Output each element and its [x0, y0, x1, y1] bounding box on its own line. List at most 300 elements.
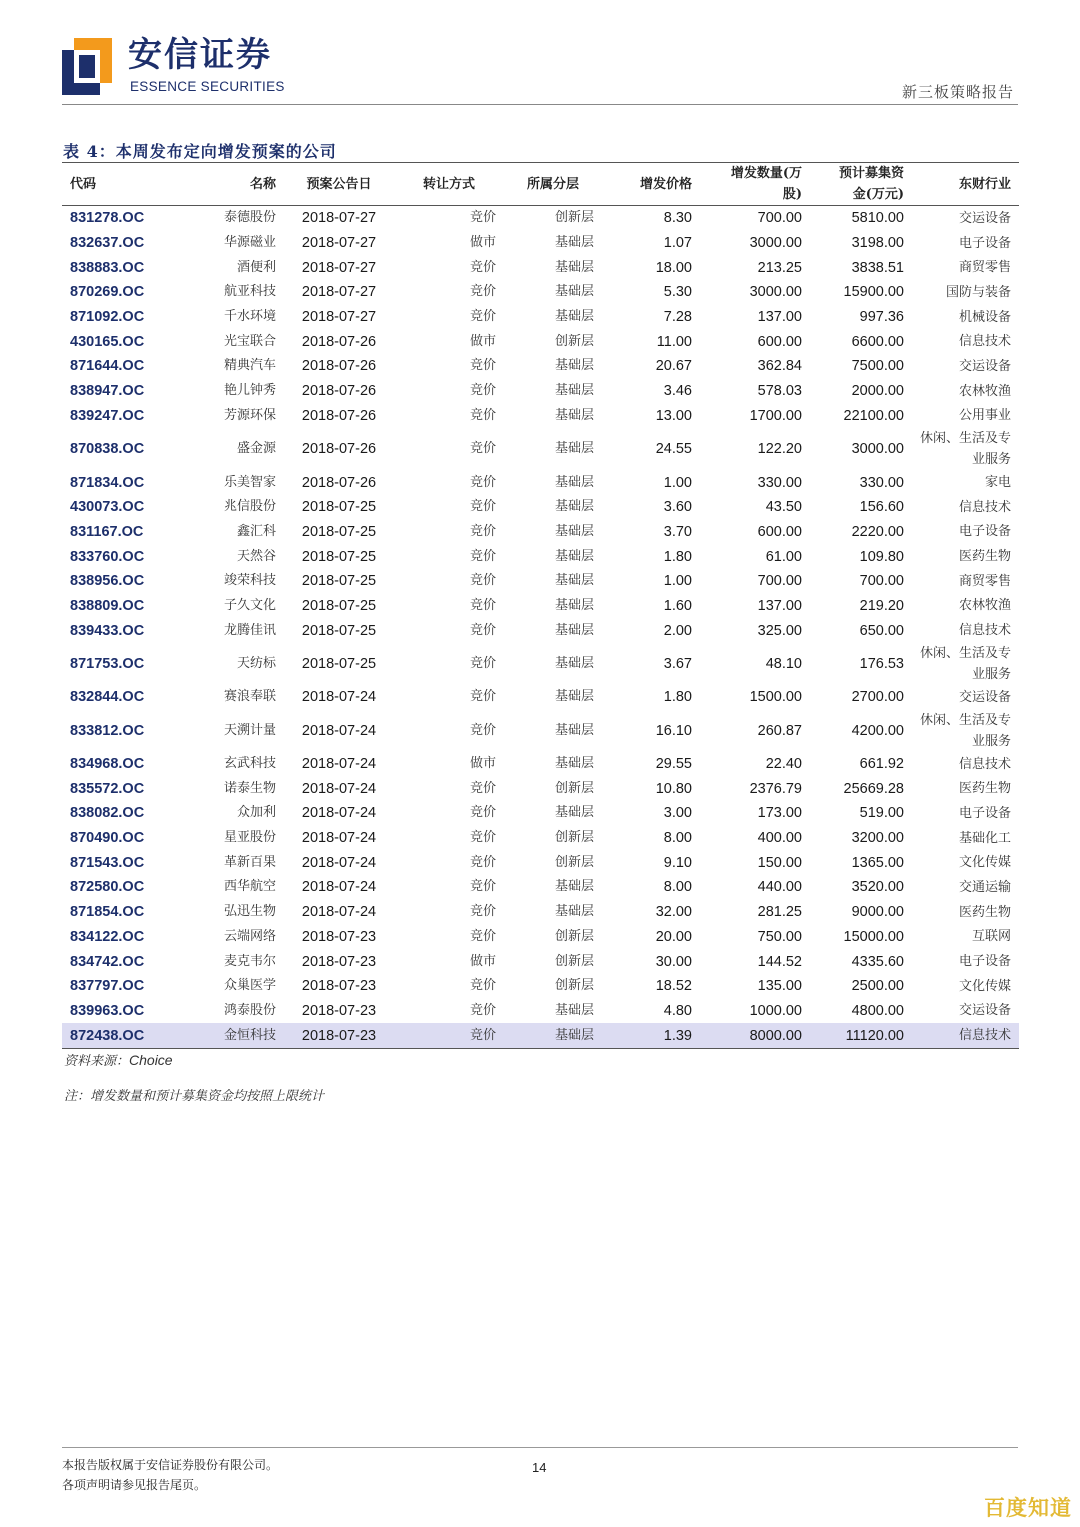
table-row [62, 752, 1019, 777]
cell-qty: 1700.00 [749, 407, 802, 424]
cell-raise: 7500.00 [851, 358, 904, 375]
cell-raise: 2700.00 [851, 689, 904, 706]
cell-code: 870490.OC [70, 830, 145, 847]
cell-raise: 9000.00 [851, 904, 904, 921]
cell-code: 871092.OC [70, 309, 145, 326]
cell-price: 1.39 [602, 1023, 700, 1048]
cell-layer: 基础层 [554, 309, 594, 325]
cell-industry: 公用事业 [958, 408, 1011, 424]
cell-method: 竞价 [469, 830, 496, 846]
cell-qty: 3000.00 [749, 235, 802, 252]
cell-date: 2018-07-23 [301, 928, 377, 945]
col-header-industry: 东财行业 [912, 163, 1019, 206]
cell-raise: 997.36 [859, 309, 904, 326]
cell-qty: 22.40 [765, 756, 802, 773]
cell-layer: 基础层 [554, 407, 594, 423]
cell-method: 竞价 [394, 1023, 504, 1048]
cell-price: 8.30 [663, 210, 692, 227]
cell-date: 2018-07-25 [301, 523, 377, 540]
cell-raise: 519.00 [859, 805, 904, 822]
cell-layer: 基础层 [554, 235, 594, 251]
table-row [62, 618, 1019, 643]
cell-date: 2018-07-24 [301, 780, 377, 797]
brand-name-cn: 安信证券 [128, 35, 272, 75]
cell-raise: 3520.00 [851, 879, 904, 896]
cell-name: 鑫汇科 [236, 523, 276, 539]
cell-industry: 电子设备 [958, 954, 1011, 970]
cell-date: 2018-07-26 [301, 333, 377, 350]
table-row [62, 280, 1019, 305]
table-row [62, 495, 1019, 520]
cell-qty: 144.52 [757, 953, 802, 970]
cell-code: 870838.OC [70, 441, 145, 458]
cell-layer: 创新层 [554, 928, 594, 944]
cell-code: 834122.OC [70, 928, 145, 945]
cell-date: 2018-07-25 [301, 656, 377, 672]
cell-layer: 基础层 [554, 805, 594, 821]
cell-date: 2018-07-24 [301, 689, 377, 706]
cell-price: 1.60 [663, 597, 692, 614]
cell-layer: 基础层 [554, 722, 594, 738]
cell-qty: 3000.00 [749, 284, 802, 301]
cell-price: 1.80 [663, 548, 692, 565]
cell-code: 837797.OC [70, 978, 145, 995]
cell-raise: 109.80 [859, 548, 904, 565]
cell-raise: 661.92 [859, 756, 904, 773]
cell-price: 3.70 [663, 523, 692, 540]
cell-price: 5.30 [663, 284, 692, 301]
cell-industry: 医药生物 [958, 904, 1011, 920]
cell-industry: 文化传媒 [958, 978, 1011, 994]
cell-price: 18.00 [655, 259, 692, 276]
table-row [62, 354, 1019, 379]
cell-code: 430073.OC [70, 499, 145, 516]
cell-industry: 互联网 [971, 929, 1011, 945]
cell-industry: 商贸零售 [958, 573, 1011, 589]
table-row [62, 428, 1019, 470]
col-header-layer: 所属分层 [504, 163, 602, 206]
cell-method: 竞价 [469, 259, 496, 275]
cell-layer: 基础层 [554, 622, 594, 638]
cell-qty: 260.87 [757, 722, 802, 739]
cell-code: 430165.OC [70, 333, 145, 350]
cell-qty: 137.00 [757, 309, 802, 326]
table-row [62, 850, 1019, 875]
table-row [62, 544, 1019, 569]
cell-qty: 578.03 [757, 383, 802, 400]
cell-code: 839963.OC [70, 1002, 145, 1019]
cell-name: 龙腾佳讯 [223, 622, 276, 638]
cell-code: 838809.OC [70, 597, 145, 614]
cell-price: 1.00 [663, 474, 692, 491]
cell-name: 赛浪奉联 [223, 689, 276, 705]
cell-price: 8.00 [663, 830, 692, 847]
table-row [62, 470, 1019, 495]
baidu-zhidao-watermark: 百度知道 [984, 1496, 1072, 1520]
cell-raise: 25669.28 [843, 780, 904, 797]
table-row [62, 875, 1019, 900]
cell-name: 子久文化 [223, 597, 276, 613]
cell-method: 竞价 [469, 622, 496, 638]
cell-method: 竞价 [469, 689, 496, 705]
cell-raise: 330.00 [859, 474, 904, 491]
table-row [62, 710, 1019, 752]
cell-method: 竞价 [469, 722, 496, 738]
cell-layer: 基础层 [554, 358, 594, 374]
cell-qty: 122.20 [757, 441, 802, 458]
cell-code: 832844.OC [70, 689, 145, 706]
cell-industry: 农林牧渔 [958, 383, 1011, 399]
cell-date: 2018-07-27 [301, 235, 377, 252]
cell-method: 竞价 [469, 928, 496, 944]
cell-name: 酒便利 [236, 259, 276, 275]
cell-code: 870269.OC [70, 284, 145, 301]
cell-name: 光宝联合 [223, 333, 276, 349]
cell-date: 2018-07-24 [301, 805, 377, 822]
table-row [62, 206, 1019, 231]
cell-method: 竞价 [469, 383, 496, 399]
source-value: Choice [129, 1052, 173, 1068]
cell-name: 航亚科技 [223, 284, 276, 300]
cell-name: 华源磁业 [223, 235, 276, 251]
cell-raise: 650.00 [859, 622, 904, 639]
source-note [64, 1050, 173, 1069]
cell-code: 831278.OC [70, 210, 145, 227]
cell-raise: 4800.00 [851, 1002, 904, 1019]
cell-price: 4.80 [663, 1002, 692, 1019]
cell-layer: 基础层 [554, 1002, 594, 1018]
cell-industry: 交运设备 [958, 358, 1011, 374]
footer-divider [62, 1447, 1018, 1448]
cell-layer: 创新层 [554, 780, 594, 796]
cell-layer: 基础层 [554, 904, 594, 920]
cell-price: 1.80 [663, 689, 692, 706]
cell-method: 做市 [469, 333, 496, 349]
cell-raise: 4335.60 [851, 953, 904, 970]
cell-name: 泰德股份 [223, 210, 276, 226]
table-row [62, 594, 1019, 619]
cell-layer: 创新层 [554, 333, 594, 349]
page-number: 14 [532, 1460, 547, 1475]
cell-raise: 2000.00 [851, 383, 904, 400]
cell-method: 竞价 [469, 656, 496, 671]
placement-plans-table [62, 162, 1019, 1049]
header-divider [62, 104, 1018, 105]
cell-qty: 173.00 [757, 805, 802, 822]
cell-method: 竞价 [469, 358, 496, 374]
cell-raise: 3000.00 [851, 441, 904, 458]
cell-code: 838082.OC [70, 805, 145, 822]
cell-qty: 48.10 [765, 656, 802, 672]
cell-price: 32.00 [655, 904, 692, 921]
cell-code: 831167.OC [70, 523, 144, 540]
cell-qty: 750.00 [757, 928, 802, 945]
cell-qty: 61.00 [765, 548, 802, 565]
cell-method: 竞价 [469, 407, 496, 423]
cell-qty: 43.50 [765, 499, 802, 516]
cell-price: 30.00 [655, 953, 692, 970]
cell-code: 839433.OC [70, 622, 145, 639]
cell-date: 2018-07-25 [301, 622, 377, 639]
cell-price: 18.52 [655, 978, 692, 995]
cell-date: 2018-07-24 [301, 830, 377, 847]
cell-code: 834968.OC [70, 756, 145, 773]
cell-date: 2018-07-26 [301, 358, 377, 375]
cell-name: 众巢医学 [223, 978, 276, 994]
cell-industry: 交运设备 [958, 689, 1011, 705]
cell-code: 872580.OC [70, 879, 145, 896]
source-label: 资料来源： [64, 1054, 130, 1069]
cell-raise: 2220.00 [851, 523, 904, 540]
cell-date: 2018-07-25 [301, 597, 377, 614]
cell-layer: 创新层 [554, 830, 594, 846]
cell-qty: 213.25 [757, 259, 802, 276]
cell-price: 24.55 [655, 441, 692, 458]
cell-date: 2018-07-27 [301, 210, 377, 227]
cell-industry: 医药生物 [958, 549, 1011, 565]
cell-raise: 3200.00 [851, 830, 904, 847]
cell-raise: 11120.00 [810, 1023, 912, 1048]
cell-method: 竞价 [469, 805, 496, 821]
col-header-qty-line1: 增发数量(万 [730, 166, 802, 181]
cell-name: 西华航空 [223, 879, 276, 895]
cell-price: 11.00 [656, 333, 692, 350]
table-row [62, 643, 1019, 685]
cell-layer: 基础层 [554, 259, 594, 275]
cell-layer: 基础层 [504, 1023, 602, 1048]
cell-method: 竞价 [469, 499, 496, 515]
cell-qty: 600.00 [757, 333, 802, 350]
cell-method: 竞价 [469, 474, 496, 490]
cell-price: 3.67 [663, 656, 692, 672]
cell-layer: 基础层 [554, 523, 594, 539]
cell-name: 诺泰生物 [223, 780, 276, 796]
cell-code: 871753.OC [70, 656, 145, 672]
cell-industry: 家电 [984, 475, 1011, 491]
cell-name: 天溯计量 [223, 722, 276, 738]
cell-qty: 362.84 [757, 358, 802, 375]
col-header-method: 转让方式 [394, 163, 504, 206]
cell-price: 2.00 [663, 622, 692, 639]
cell-qty: 700.00 [757, 573, 802, 590]
cell-layer: 基础层 [554, 548, 594, 564]
brand-name-en: ESSENCE SECURITIES [130, 79, 285, 94]
cell-industry: 农林牧渔 [958, 598, 1011, 614]
cell-qty: 1500.00 [749, 689, 802, 706]
cell-method: 竞价 [469, 597, 496, 613]
cell-layer: 基础层 [554, 573, 594, 589]
col-header-qty-line2: 股) [782, 187, 802, 202]
cell-code: 871543.OC [70, 854, 145, 871]
cell-name: 星亚股份 [223, 830, 276, 846]
table-row [62, 776, 1019, 801]
cell-name: 鸿泰股份 [223, 1002, 276, 1018]
cell-method: 竞价 [469, 548, 496, 564]
cell-raise: 15000.00 [843, 928, 904, 945]
cell-layer: 基础层 [554, 756, 594, 772]
cell-layer: 基础层 [554, 689, 594, 705]
cell-date: 2018-07-27 [301, 309, 377, 326]
cell-method: 竞价 [469, 309, 496, 325]
table-row [62, 1023, 1019, 1048]
cell-industry: 交运设备 [958, 1003, 1011, 1019]
cell-qty: 281.25 [757, 904, 802, 921]
cell-industry: 机械设备 [958, 309, 1011, 325]
cell-layer: 基础层 [554, 597, 594, 613]
cell-industry: 信息技术 [958, 756, 1011, 772]
table-row [62, 999, 1019, 1024]
cell-date: 2018-07-24 [301, 756, 377, 773]
cell-price: 29.55 [655, 756, 692, 773]
cell-date: 2018-07-27 [301, 284, 377, 301]
cell-price: 7.28 [663, 309, 692, 326]
cell-price: 3.60 [663, 499, 692, 516]
cell-price: 3.46 [663, 383, 692, 400]
cell-qty: 330.00 [757, 474, 802, 491]
cell-industry: 基础化工 [958, 830, 1011, 846]
cell-price: 10.80 [655, 780, 692, 797]
table-header-row [62, 163, 1019, 206]
cell-date: 2018-07-25 [301, 499, 377, 516]
cell-name: 云端网络 [223, 928, 276, 944]
cell-name: 千水环境 [223, 309, 276, 325]
col-header-raise-line1: 预计募集资 [838, 166, 904, 181]
cell-code: 834742.OC [70, 953, 145, 970]
cell-method: 竞价 [469, 1002, 496, 1018]
cell-layer: 基础层 [554, 656, 594, 671]
cell-date: 2018-07-23 [301, 1002, 377, 1019]
cell-raise: 15900.00 [843, 284, 904, 301]
cell-date: 2018-07-24 [301, 854, 377, 871]
cell-industry: 信息技术 [958, 623, 1011, 639]
cell-name: 精典汽车 [223, 358, 276, 374]
footer-disclaimer: 各项声明请参见报告尾页。 [62, 1478, 207, 1492]
cell-raise: 22100.00 [843, 407, 904, 424]
cell-qty: 137.00 [757, 597, 802, 614]
cell-method: 竞价 [469, 284, 496, 300]
cell-price: 20.67 [655, 358, 692, 375]
cell-code: 872438.OC [62, 1023, 172, 1048]
cell-layer: 基础层 [554, 441, 594, 457]
cell-qty: 600.00 [757, 523, 802, 540]
cell-industry: 信息技术 [958, 334, 1011, 350]
cell-name: 竣荣科技 [223, 573, 276, 589]
cell-date: 2018-07-25 [301, 573, 377, 590]
cell-layer: 创新层 [554, 953, 594, 969]
cell-price: 8.00 [663, 879, 692, 896]
table-row [62, 329, 1019, 354]
footer-copyright: 本报告版权属于安信证券股份有限公司。 [62, 1458, 279, 1472]
cell-name: 麦克韦尔 [223, 953, 276, 969]
cell-qty: 2376.79 [749, 780, 802, 797]
cell-industry: 文化传媒 [958, 855, 1011, 871]
col-header-qty [700, 163, 810, 206]
cell-layer: 创新层 [554, 854, 594, 870]
cell-name: 乐美智家 [223, 474, 276, 490]
cell-date: 2018-07-23 [284, 1023, 394, 1048]
col-header-code: 代码 [62, 163, 172, 206]
cell-raise: 5810.00 [851, 210, 904, 227]
cell-price: 20.00 [655, 928, 692, 945]
col-header-name: 名称 [172, 163, 284, 206]
cell-code: 871834.OC [70, 474, 145, 491]
cell-code: 838883.OC [70, 259, 145, 276]
cell-name: 兆信股份 [223, 499, 276, 515]
cell-date: 2018-07-26 [301, 441, 377, 458]
cell-price: 1.00 [663, 573, 692, 590]
cell-industry: 国防与装备 [945, 284, 1011, 300]
cell-method: 竞价 [469, 879, 496, 895]
col-header-raise [810, 163, 912, 206]
cell-date: 2018-07-25 [301, 548, 377, 565]
cell-name: 盛金源 [236, 441, 276, 457]
cell-name: 天然谷 [236, 548, 276, 564]
cell-price: 1.07 [663, 235, 692, 252]
cell-industry: 电子设备 [958, 524, 1011, 540]
col-header-date: 预案公告日 [284, 163, 394, 206]
table-row [62, 801, 1019, 826]
cell-code: 838947.OC [70, 383, 145, 400]
table-row [62, 404, 1019, 429]
cell-method: 竞价 [469, 573, 496, 589]
cell-name: 众加利 [236, 805, 276, 821]
cell-date: 2018-07-26 [301, 474, 377, 491]
cell-industry: 电子设备 [958, 235, 1011, 251]
cell-name: 金恒科技 [172, 1023, 284, 1048]
table-row [62, 569, 1019, 594]
cell-raise: 3838.51 [851, 259, 904, 276]
cell-date: 2018-07-26 [301, 383, 377, 400]
cell-date: 2018-07-26 [301, 407, 377, 424]
table-row [62, 685, 1019, 710]
cell-method: 做市 [469, 953, 496, 969]
cell-date: 2018-07-23 [301, 978, 377, 995]
cell-name: 弘迅生物 [223, 904, 276, 920]
essence-securities-logo [62, 38, 112, 95]
col-header-raise-line2: 金(万元) [852, 187, 904, 202]
cell-industry: 休闲、生活及专业服务 [920, 712, 1012, 749]
cell-raise: 176.53 [859, 656, 904, 672]
table-row [62, 231, 1019, 256]
cell-industry: 医药生物 [958, 781, 1011, 797]
cell-raise: 4200.00 [851, 722, 904, 739]
cell-code: 832637.OC [70, 235, 145, 252]
cell-name: 玄武科技 [223, 756, 276, 772]
table-row [62, 925, 1019, 950]
table-row [62, 900, 1019, 925]
cell-code: 835572.OC [70, 780, 145, 797]
cell-layer: 基础层 [554, 499, 594, 515]
table-title: 表 4：本周发布定向增发预案的公司 [63, 142, 337, 161]
cell-method: 竞价 [469, 978, 496, 994]
cell-raise: 700.00 [859, 573, 904, 590]
cell-code: 833760.OC [70, 548, 145, 565]
cell-date: 2018-07-27 [301, 259, 377, 276]
cell-price: 9.10 [663, 854, 692, 871]
cell-price: 3.00 [663, 805, 692, 822]
report-type: 新三板策略报告 [901, 83, 1014, 101]
cell-layer: 基础层 [554, 879, 594, 895]
cell-name: 天纺标 [236, 656, 276, 671]
table-row [62, 974, 1019, 999]
cell-method: 做市 [469, 235, 496, 251]
cell-date: 2018-07-24 [301, 904, 377, 921]
cell-layer: 基础层 [554, 284, 594, 300]
table-row [62, 305, 1019, 330]
cell-method: 竞价 [469, 523, 496, 539]
cell-raise: 1365.00 [851, 854, 904, 871]
cell-method: 竞价 [469, 210, 496, 226]
